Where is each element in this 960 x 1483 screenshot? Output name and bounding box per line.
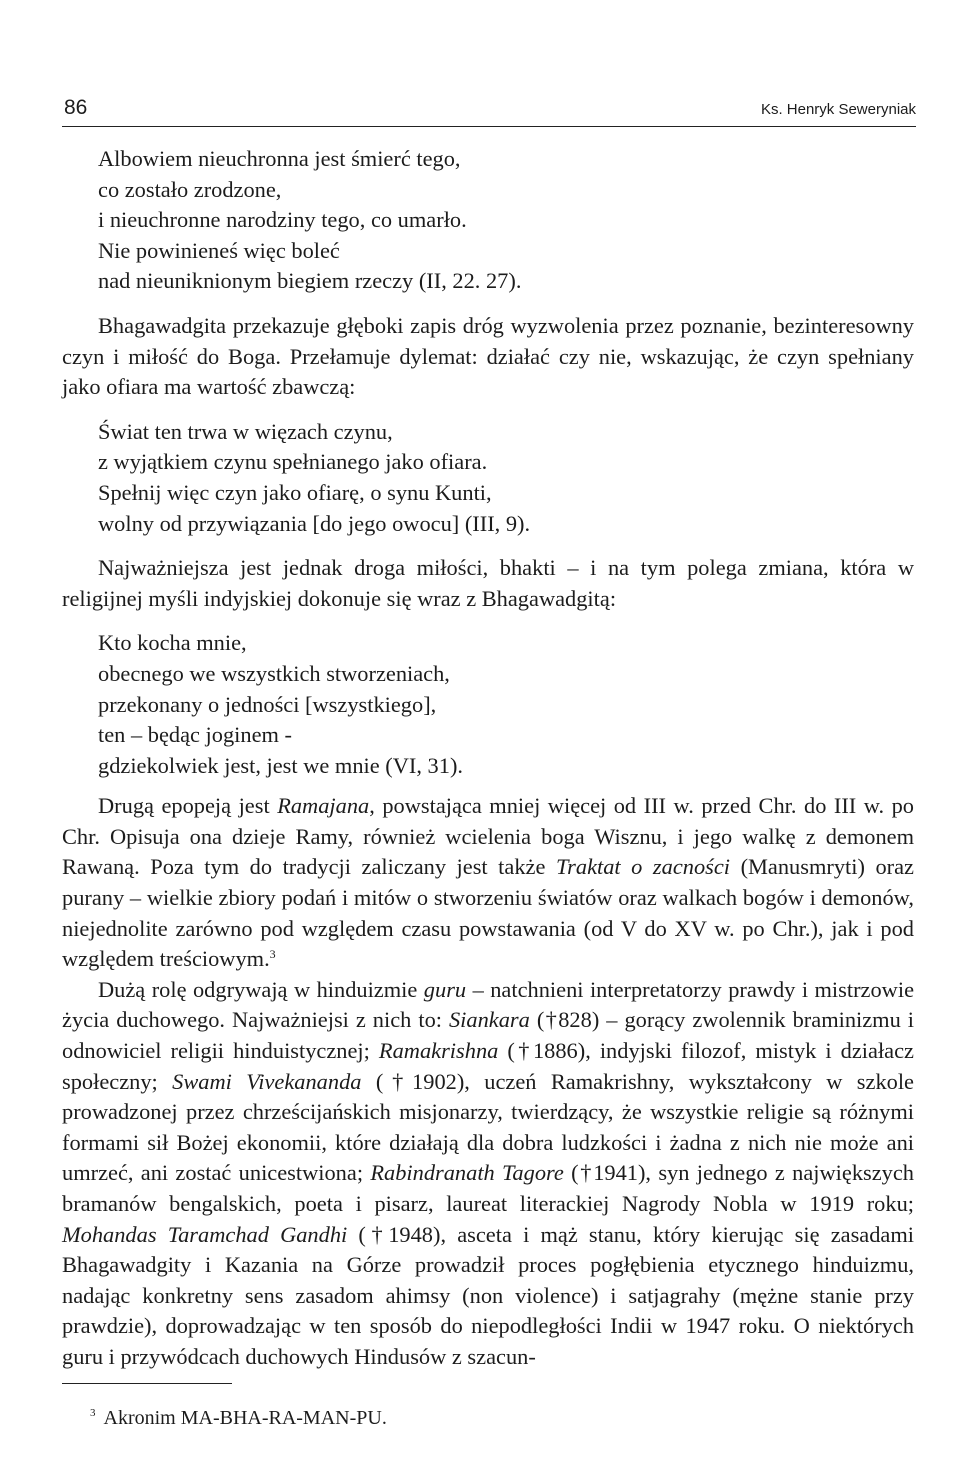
page-header bbox=[62, 96, 916, 127]
verse-line: z wyjątkiem czynu spełnianego jako ofiara. bbox=[98, 449, 488, 475]
italic-name: Rabindranath Tagore bbox=[370, 1160, 564, 1186]
verse-line: ten – będąc joginem - bbox=[98, 722, 292, 748]
footnote-mark: 3 bbox=[90, 1407, 96, 1419]
verse-line: Albowiem nieuchronna jest śmierć tego, bbox=[98, 146, 461, 171]
footnote bbox=[90, 1400, 387, 1431]
verse-quote-2 bbox=[62, 417, 914, 539]
verse-line: przekonany o jedności [wszystkiego], bbox=[98, 691, 437, 717]
italic-term: Traktat o zacności bbox=[555, 854, 731, 880]
italic-name: Swami Vivekananda bbox=[172, 1068, 362, 1094]
verse-line: Kto kocha mnie, bbox=[98, 630, 247, 656]
verse-line: nad nieuniknionym biegiem rzeczy (II, 22. 27). bbox=[98, 268, 522, 294]
paragraph-bhagawadgita: Bhagawadgita przekazuje głęboki zapis dróg wyzwolenia przez poznanie, bezinteresowny czyn i miłość do Boga. Przełamuje dylemat: działać czy nie, wskazując, że czyn spełniany jako ofiara ma wartość zbawczą: bbox=[62, 312, 914, 400]
italic-name: Mohandas Taramchad Gandhi bbox=[62, 1221, 348, 1247]
verse-line: wolny od przywiązania [do jego owocu] (III, 9). bbox=[98, 510, 531, 536]
verse-quote-1 bbox=[62, 144, 914, 297]
verse-line: Nie powinieneś więc boleć bbox=[98, 237, 340, 263]
verse-quote-3 bbox=[62, 628, 914, 781]
footnote-text: Akronim MA-BHA-RA-MAN-PU. bbox=[103, 1407, 387, 1429]
italic-term: Ramajana bbox=[277, 793, 370, 819]
verse-line: gdziekolwiek jest, jest we mnie (VI, 31). bbox=[98, 752, 463, 778]
italic-name: Ramakrishna bbox=[378, 1038, 499, 1064]
paragraph-ramajana: Drugą epopeją jest Ramajana, powstająca mniej więcej od III w. przed Chr. do III w. po Chr. Opisuja ona dzieje Ramy, również wcielenia boga Wisznu, i jego walkę z demonem Rawaną. Poza tym do tradycji zaliczany jest także Traktat o zacności (Manusmryti) oraz purany – wielkie zbiory podań i mitów o stworzeniu światów oraz walkach bogów i demonów, niejednolite zarówno pod względem czasu powstawania (od V do XV w. po Chr.), jak i pod względem treściowym.$^3$ bbox=[62, 793, 914, 972]
footnote-reference[interactable]: 3 bbox=[269, 947, 276, 962]
italic-term: guru bbox=[423, 976, 467, 1002]
verse-line: Spełnij więc czyn jako ofiarę, o synu Kunti, bbox=[98, 479, 492, 505]
page-number: 86 bbox=[64, 96, 88, 119]
page-body bbox=[62, 144, 914, 1373]
verse-line: Świat ten trwa w więzach czynu, bbox=[98, 418, 393, 444]
paragraph-bhakti: Najważniejsza jest jednak droga miłości, bhakti – i na tym polega zmiana, która w religijnej myśli indyjskiej dokonuje się wraz z Bhagawadgitą: bbox=[62, 555, 914, 611]
running-head-author: Ks. Henryk Seweryniak bbox=[760, 101, 916, 118]
italic-name: Siankara bbox=[448, 1007, 530, 1033]
footnote-divider bbox=[62, 1383, 232, 1384]
verse-line: obecnego we wszystkich stworzeniach, bbox=[98, 660, 450, 686]
verse-line: co zostało zrodzone, bbox=[98, 176, 282, 202]
verse-line: i nieuchronne narodziny tego, co umarło. bbox=[98, 207, 467, 233]
paragraph-guru: Dużą rolę odgrywają w hinduizmie guru – natchnieni interpretatorzy prawdy i mistrzowie życia duchowego. Najważniejsi z nich to: Siankara (†828) – gorący zwolennik braminizmu i odnowiciel religii hinduistycznej; Ramakrishna (†1886), indyjski filozof, mistyk i działacz społeczny; Swami Vivekananda (†1902), uczeń Ramakrishny, wykształcony w szkole prowadzonej przez chrześcijańskich misjonarzy, twierdzący, że wszystkie religie są różnymi formami sił Bożej ekonomii, które działają dla dobra ludzkości i żadna z nich nie może ani umrzeć, ani zostać unicestwiona; Rabindranath Tagore (†1941), syn jednego z największych bramanów bengalskich, poeta i pisarz, laureat literackiej Nagrody Nobla w 1919 roku; Mohandas Taramchad Gandhi (†1948), asceta i mąż stanu, który kierując się zasadami Bhagawadgity i Kazania na Górze prowadził proces pogłębienia etycznego hinduizmu, nadając konkretny sens zasadom ahimsy (non violence) i satjagrahy (mężne stanie przy prawdzie), doprowadzając w ten sposób do niepodległości Indii w 1947 roku. O niektórych guru i przywódcach duchowych Hindusów z szacun- bbox=[62, 976, 915, 1369]
